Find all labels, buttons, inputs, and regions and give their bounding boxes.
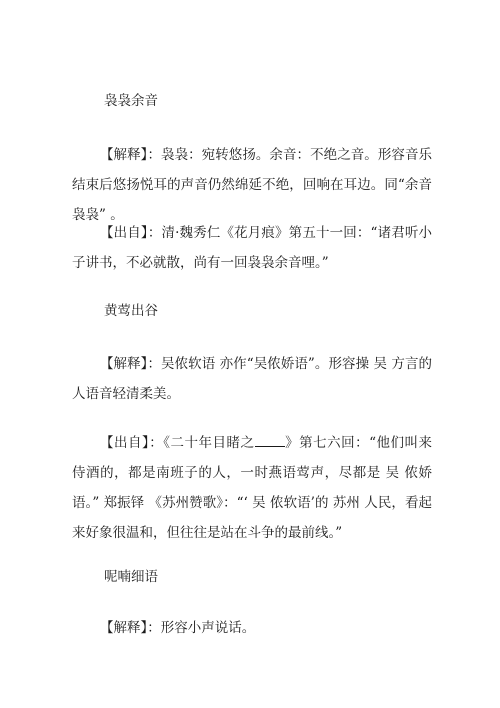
explanation-label: 【解释】： <box>100 620 161 636</box>
explanation-text: 吴侬软语 亦作“吴侬娇语”。形容操 吴 方言的人语音轻清柔美。 <box>72 356 432 402</box>
explanation-label: 【解释】： <box>100 147 162 163</box>
explanation-paragraph <box>72 140 432 230</box>
explanation-paragraph <box>72 349 432 409</box>
entry-title: 呢喃细语 <box>104 569 158 585</box>
explanation-text: 袅袅：宛转悠扬。余音：不绝之音。形容音乐结束后悠扬悦耳的声音仍然绵延不绝，回响在耳边。同“余音袅袅” 。 <box>72 147 433 223</box>
blank-underline <box>255 434 285 447</box>
source-label: 【出自】： <box>100 435 164 451</box>
entry-title: 黄莺出谷 <box>104 303 158 319</box>
source-text-part-a: 《二十年目睹之 <box>163 435 255 451</box>
source-text-part-b: 》第七六回：“他们叫来侍酒的，都是南班子的人，一时燕语莺声，尽都是 吴 侬娇语。” 郑振铎 《苏州赞歌》：“‘ 吴 侬软语’的 苏州 人民，看起来好象很温和，但往往是站在斗争的最前线。” <box>72 435 433 541</box>
explanation-paragraph <box>72 613 432 643</box>
entry-title: 袅袅余音 <box>104 93 158 109</box>
source-text: 清·魏秀仁《花月痕》第五十一回：“诸君听小子讲书，不必就散，尚有一回袅袅余音哩。” <box>72 225 432 271</box>
source-label: 【出自】： <box>100 225 162 241</box>
source-paragraph <box>72 218 432 278</box>
explanation-text: 形容小声说话。 <box>160 620 256 636</box>
explanation-label: 【解释】： <box>100 356 162 372</box>
source-paragraph <box>72 428 432 548</box>
